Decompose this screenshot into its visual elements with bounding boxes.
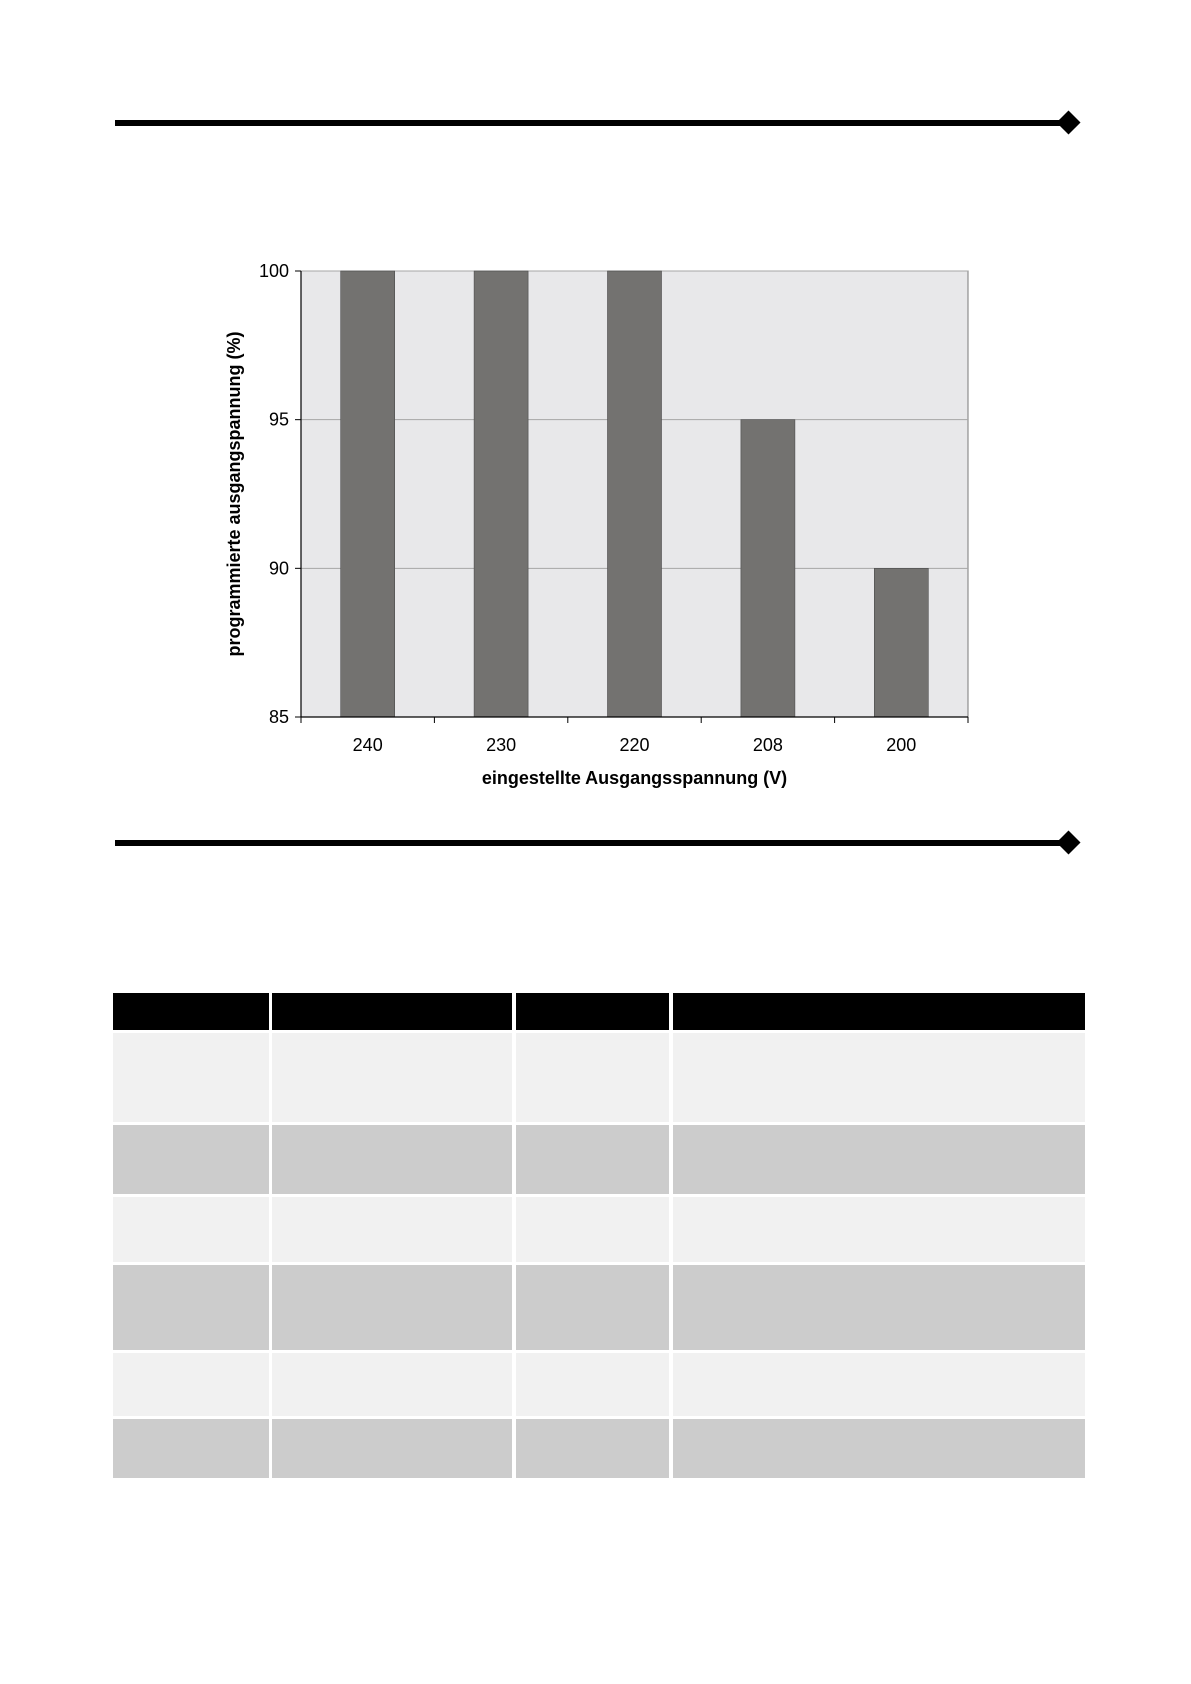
x-tick-label: 208 <box>752 735 783 755</box>
table-cell <box>113 1419 269 1478</box>
table-cell <box>272 1419 512 1478</box>
bar-208 <box>741 420 795 717</box>
y-tick-label: 85 <box>268 707 289 727</box>
bottom-divider-line <box>115 840 1068 846</box>
table-cell <box>516 1353 669 1416</box>
x-tick-label: 200 <box>886 735 917 755</box>
x-tick-label: 230 <box>486 735 517 755</box>
table-cell <box>113 1353 269 1416</box>
table-cell <box>272 1033 512 1122</box>
table-cell <box>516 1265 669 1350</box>
table-header-cell <box>113 993 269 1030</box>
table-row <box>113 1125 1085 1194</box>
y-tick-label: 95 <box>268 409 289 430</box>
table-cell <box>516 1419 669 1478</box>
x-tick-label: 240 <box>352 735 383 755</box>
table-cell <box>673 1353 1085 1416</box>
table-cell <box>516 1125 669 1194</box>
table-header-cell <box>516 993 669 1030</box>
table-cell <box>272 1353 512 1416</box>
table-cell <box>516 1033 669 1122</box>
table-row <box>113 1265 1085 1350</box>
table-cell <box>673 1033 1085 1122</box>
y-tick-label: 100 <box>258 261 289 281</box>
table-cell <box>272 1197 512 1262</box>
y-axis-title: programmierte ausgangspannung (%) <box>224 331 244 657</box>
table-cell <box>673 1419 1085 1478</box>
bar-240 <box>341 271 395 717</box>
table-cell <box>516 1197 669 1262</box>
table-header-row <box>113 993 1085 1030</box>
bar-200 <box>874 568 928 717</box>
table-cell <box>272 1125 512 1194</box>
table-row <box>113 1353 1085 1416</box>
table-cell <box>673 1265 1085 1350</box>
table-cell <box>673 1197 1085 1262</box>
x-tick-label: 220 <box>619 735 650 755</box>
table-row <box>113 1419 1085 1478</box>
table-header-cell <box>272 993 512 1030</box>
table-cell <box>113 1197 269 1262</box>
bar-220 <box>608 271 662 717</box>
table-row <box>113 1033 1085 1122</box>
table-header-cell <box>673 993 1085 1030</box>
table-cell <box>272 1265 512 1350</box>
x-axis-title: eingestellte Ausgangsspannung (V) <box>481 768 788 788</box>
table-row <box>113 1197 1085 1262</box>
y-tick-label: 90 <box>268 558 289 579</box>
table-cell <box>113 1125 269 1194</box>
table-cell <box>673 1125 1085 1194</box>
bar-230 <box>474 271 528 717</box>
table-cell <box>113 1033 269 1122</box>
table-cell <box>113 1265 269 1350</box>
